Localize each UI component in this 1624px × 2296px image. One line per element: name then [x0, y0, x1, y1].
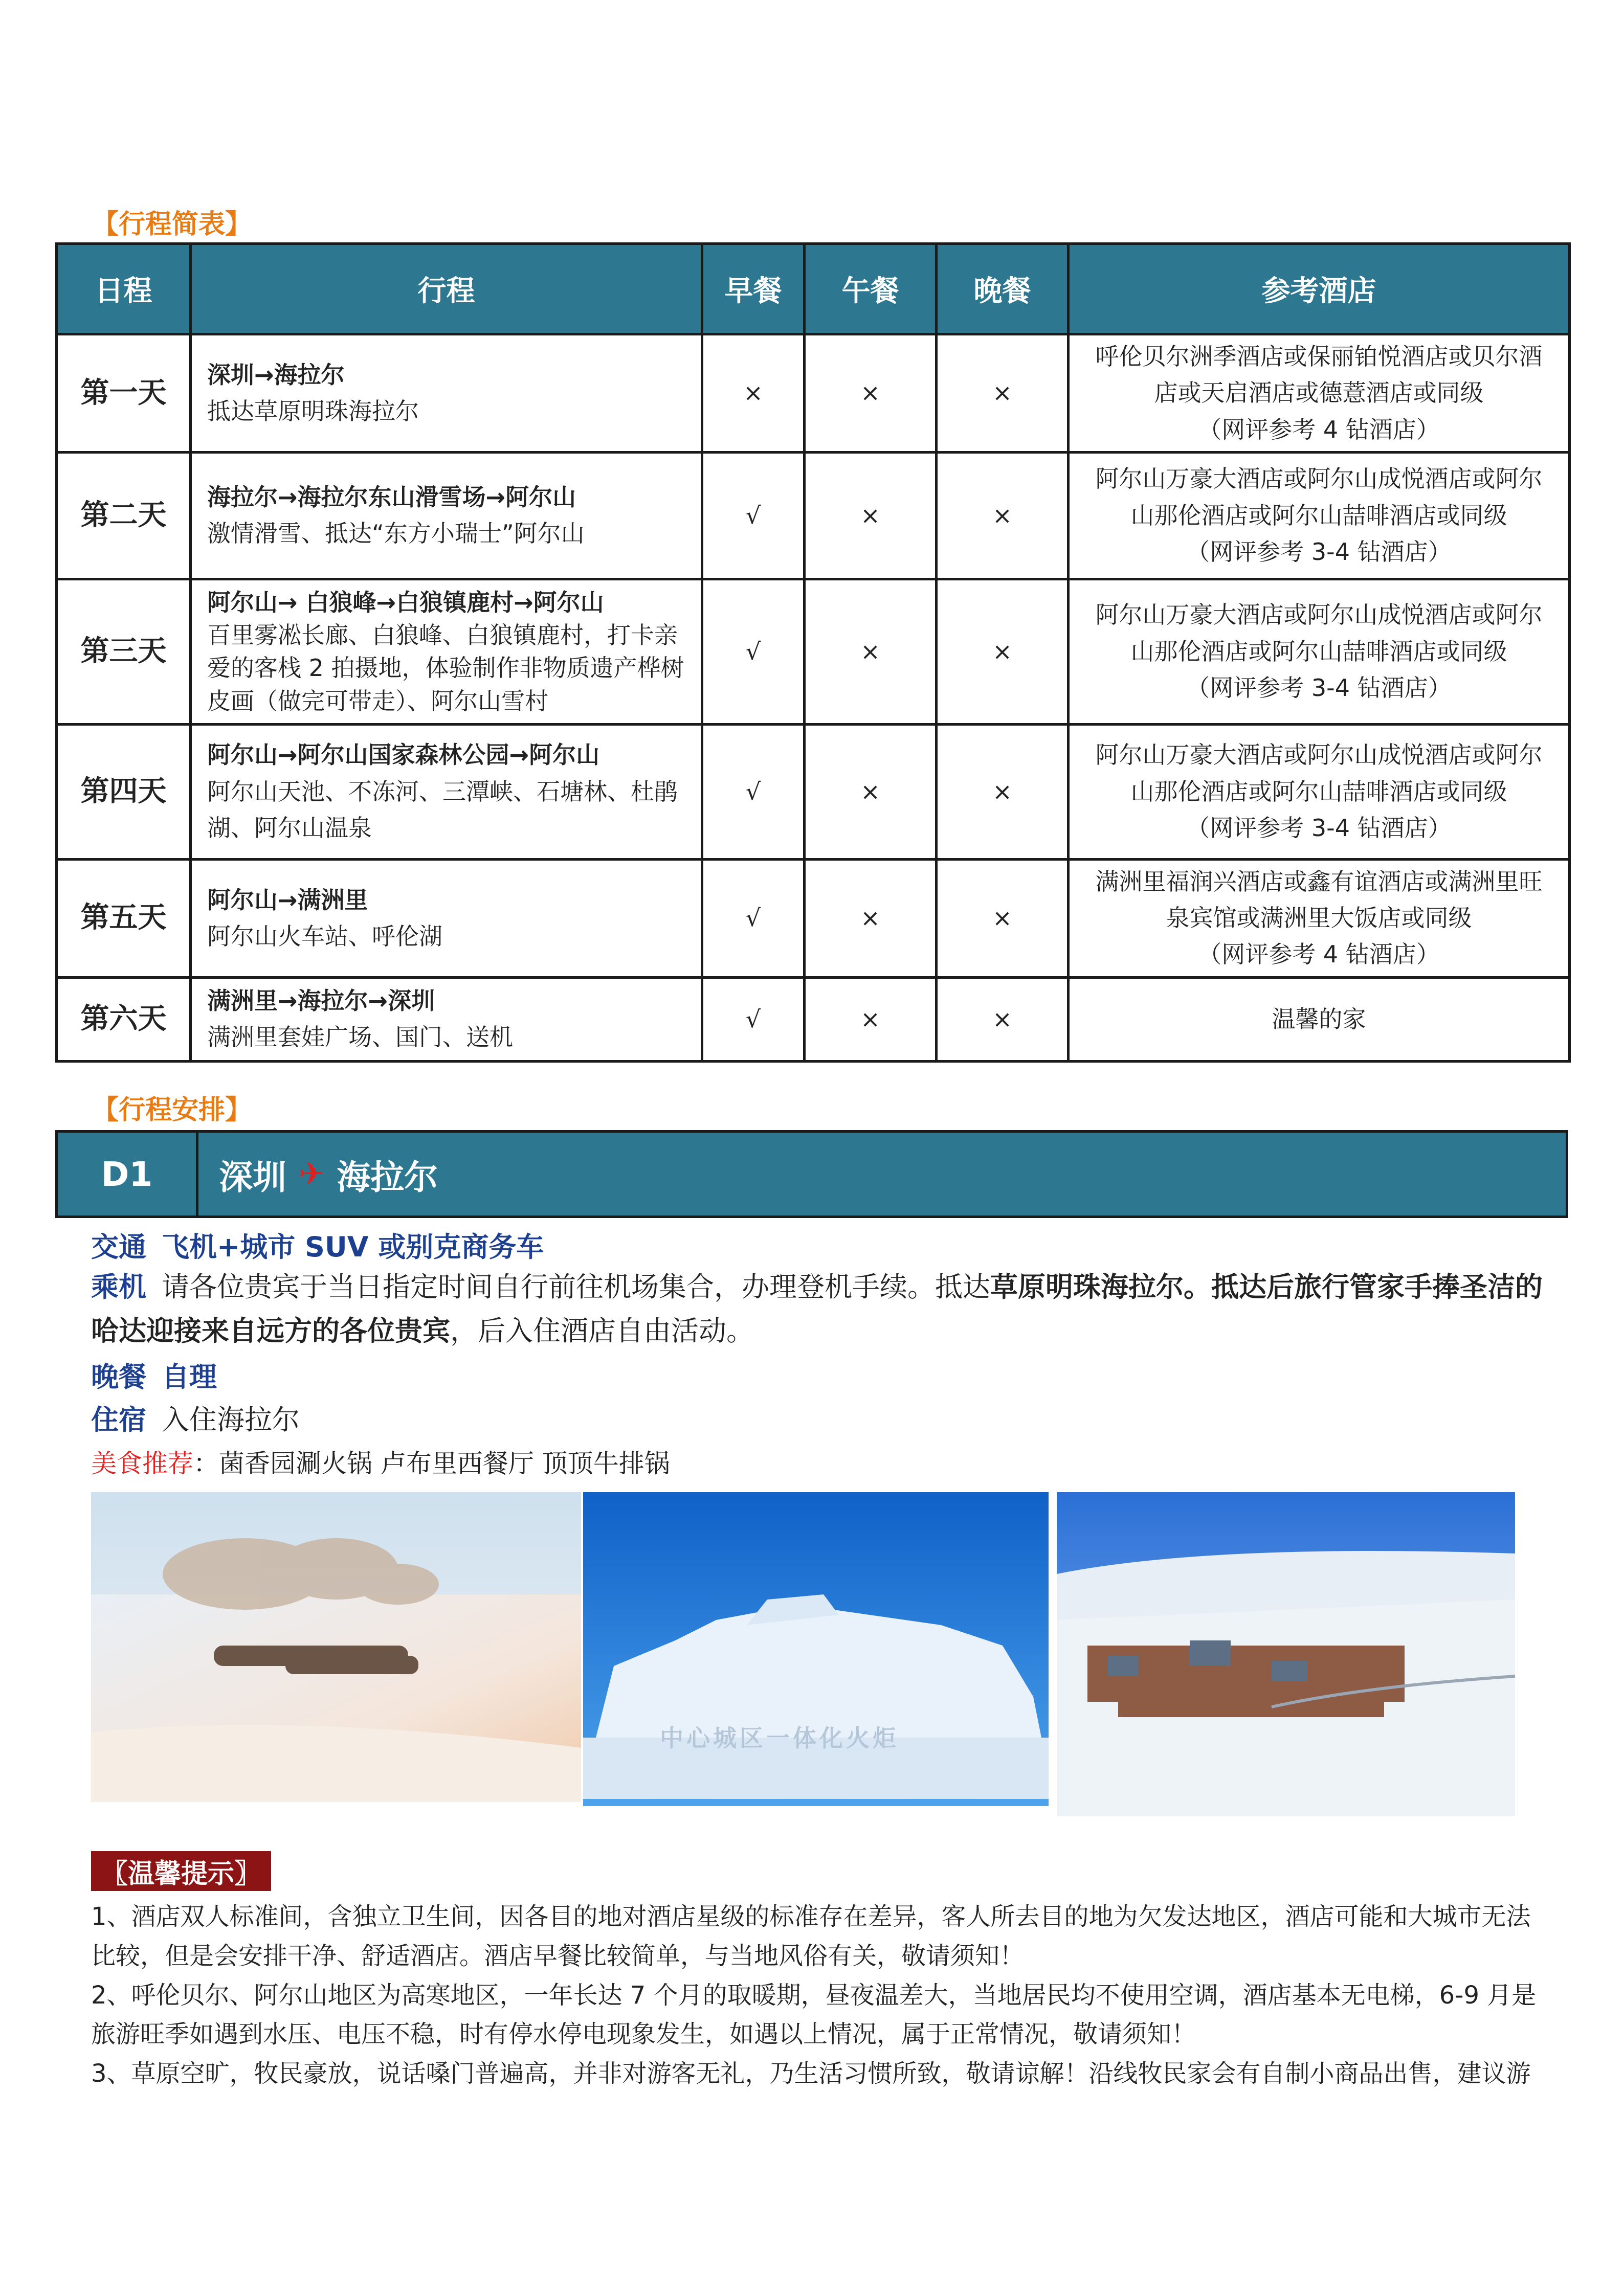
boarding-text-bold: 草原明珠海拉尔。抵达后旅行管家手捧圣洁的哈达迎接来自远方的各位贵宾 [91, 1271, 1543, 1347]
lunch-cell: × [805, 334, 937, 453]
hotel-line: 阿尔山万豪大酒店或阿尔山成悦酒店或阿尔 [1095, 601, 1543, 629]
dinner-cell: × [937, 579, 1069, 724]
breakfast-cell: √ [702, 452, 805, 579]
route-title: 阿尔山→满洲里 [207, 886, 368, 914]
route-title: 满洲里→海拉尔→深圳 [207, 986, 435, 1015]
dinner-cell: × [937, 977, 1069, 1061]
route-desc: 满洲里套娃广场、国门、送机 [207, 1023, 513, 1051]
header-lunch: 午餐 [805, 244, 937, 334]
header-route: 行程 [191, 244, 702, 334]
photo-snow-sculpture [583, 1492, 1049, 1806]
day-header-bar [55, 1130, 1568, 1218]
day-cell: 第三天 [57, 579, 191, 724]
route-from: 深圳 [219, 1157, 286, 1197]
day-cell: 第一天 [57, 334, 191, 453]
summary-section-title: 【行程简表】 [92, 209, 252, 240]
header-day: 日程 [57, 244, 191, 334]
tip-item: 1、酒店双人标准间，含独立卫生间，因各目的地对酒店星级的标准存在差异，客人所去目的地为欠发达地区，酒店可能和大城市无法比较，但是会安排干净、舒适酒店。酒店早餐比较简单，与当地风俗有关，敬请须知！ [91, 1902, 1531, 1970]
header-breakfast: 早餐 [702, 244, 805, 334]
table-header-row [57, 244, 1570, 334]
header-hotel: 参考酒店 [1069, 244, 1570, 334]
table-row [57, 334, 1570, 453]
dinner-cell: × [937, 452, 1069, 579]
hotel-line: （网评参考 3-4 钻酒店） [1186, 674, 1452, 702]
table-row [57, 859, 1570, 977]
hotel-line: （网评参考 4 钻酒店） [1198, 415, 1440, 443]
transport-line [91, 1225, 1554, 1269]
hotel-line: 满洲里福润兴酒店或鑫有谊酒店或满洲里旺 [1095, 867, 1543, 895]
lunch-cell: × [805, 859, 937, 977]
hotel-line: 山那伦酒店或阿尔山喆啡酒店或同级 [1130, 637, 1507, 665]
photo-snow-town [1057, 1492, 1515, 1816]
boarding-label: 乘机 [91, 1271, 146, 1303]
tips-title: 〖温馨提示〗 [91, 1851, 271, 1891]
hotel-cell [1069, 579, 1570, 724]
boarding-text-1: 请各位贵宾于当日指定时间自行前往机场集合，办理登机手续。抵达 [162, 1271, 990, 1303]
tip-item: 2、呼伦贝尔、阿尔山地区为高寒地区，一年长达 7 个月的取暖期，昼夜温差大，当地居民均不使用空调，酒店基本无电梯，6-9 月是旅游旺季如遇到水压、电压不稳，时有停水停电现象发生，如遇以上情况，属于正常情况，敬请须知！ [91, 1980, 1537, 2049]
day-cell: 第二天 [57, 452, 191, 579]
table-row [57, 579, 1570, 724]
breakfast-cell: √ [702, 977, 805, 1061]
hotel-line: （网评参考 4 钻酒店） [1198, 940, 1440, 969]
day-cell: 第六天 [57, 977, 191, 1061]
stay-value: 入住海拉尔 [162, 1404, 300, 1436]
route-cell [191, 977, 702, 1061]
route-cell [191, 579, 702, 724]
hotel-line: （网评参考 3-4 钻酒店） [1186, 814, 1452, 842]
route-desc: 抵达草原明珠海拉尔 [207, 397, 419, 425]
day-cell: 第五天 [57, 859, 191, 977]
photo-deer-on-snow [91, 1492, 581, 1802]
hotel-line: 山那伦酒店或阿尔山喆啡酒店或同级 [1130, 777, 1507, 805]
table-row [57, 724, 1570, 859]
route-desc: 百里雾凇长廊、白狼峰、白狼镇鹿村，打卡亲爱的客栈 2 拍摄地，体验制作非物质遗产桦树皮画（做完可带走）、阿尔山雪村 [207, 621, 684, 715]
table-row [57, 977, 1570, 1061]
day-label: D1 [58, 1133, 198, 1215]
breakfast-cell: √ [702, 724, 805, 859]
route-desc: 阿尔山火车站、呼伦湖 [207, 922, 442, 950]
dinner-value: 自理 [162, 1361, 217, 1393]
itinerary-summary-table [55, 242, 1571, 1063]
arrangement-section-title: 【行程安排】 [92, 1095, 252, 1126]
plane-icon: ✈ [299, 1156, 325, 1192]
dinner-cell: × [937, 859, 1069, 977]
stay-label: 住宿 [91, 1404, 146, 1436]
dinner-line [91, 1355, 1554, 1399]
route-title: 阿尔山→ 白狼峰→白狼镇鹿村→阿尔山 [207, 588, 604, 616]
route-title: 深圳→海拉尔 [207, 361, 345, 389]
hotel-line: （网评参考 3-4 钻酒店） [1186, 538, 1452, 566]
food-label: 美食推荐 [91, 1449, 193, 1478]
route-to: 海拉尔 [337, 1157, 438, 1197]
hotel-cell [1069, 977, 1570, 1061]
food-recommend-line [91, 1443, 1554, 1484]
dinner-label: 晚餐 [91, 1361, 146, 1393]
breakfast-cell: √ [702, 859, 805, 977]
tip-item: 3、草原空旷，牧民豪放，说话嗓门普遍高，并非对游客无礼，乃生活习惯所致，敬请谅解！沿线牧民家会有自制小商品出售，建议游 [91, 2059, 1531, 2088]
hotel-line: 泉宾馆或满洲里大饭店或同级 [1166, 904, 1472, 932]
route-title: 海拉尔→海拉尔东山滑雪场→阿尔山 [207, 483, 576, 511]
lunch-cell: × [805, 724, 937, 859]
route-desc: 阿尔山天池、不冻河、三潭峡、石塘林、杜鹃湖、阿尔山温泉 [207, 777, 678, 842]
hotel-cell [1069, 452, 1570, 579]
boarding-text-2: ，后入住酒店自由活动。 [450, 1315, 754, 1347]
table-row [57, 452, 1570, 579]
dinner-cell: × [937, 724, 1069, 859]
hotel-line: 呼伦贝尔洲季酒店或保丽铂悦酒店或贝尔酒 [1095, 343, 1543, 370]
hotel-line: 山那伦酒店或阿尔山喆啡酒店或同级 [1130, 501, 1507, 529]
route-cell [191, 334, 702, 453]
header-dinner: 晚餐 [937, 244, 1069, 334]
boarding-paragraph [91, 1265, 1554, 1354]
hotel-line: 温馨的家 [1272, 1005, 1366, 1033]
stay-line [91, 1398, 1554, 1442]
transport-value: 飞机+城市 SUV 或别克商务车 [162, 1231, 544, 1263]
day-cell: 第四天 [57, 724, 191, 859]
hotel-cell [1069, 859, 1570, 977]
route-desc: 激情滑雪、抵达“东方小瑞士”阿尔山 [207, 520, 585, 548]
dinner-cell: × [937, 334, 1069, 453]
route-cell [191, 724, 702, 859]
hotel-line: 阿尔山万豪大酒店或阿尔山成悦酒店或阿尔 [1095, 741, 1543, 769]
sculpture-sign: 中心城区一体化火炬 [660, 1724, 899, 1752]
route-cell [191, 452, 702, 579]
lunch-cell: × [805, 977, 937, 1061]
hotel-line: 阿尔山万豪大酒店或阿尔山成悦酒店或阿尔 [1095, 465, 1543, 493]
transport-label: 交通 [91, 1231, 146, 1263]
tips-list [91, 1897, 1539, 2094]
day-route [198, 1150, 438, 1199]
hotel-line: 店或天启酒店或德薏酒店或同级 [1154, 379, 1484, 407]
hotel-cell [1069, 334, 1570, 453]
breakfast-cell: × [702, 334, 805, 453]
food-value: ：菌香园涮火锅 卢布里西餐厅 顶顶牛排锅 [193, 1449, 670, 1478]
lunch-cell: × [805, 579, 937, 724]
lunch-cell: × [805, 452, 937, 579]
route-title: 阿尔山→阿尔山国家森林公园→阿尔山 [207, 741, 600, 769]
hotel-cell [1069, 724, 1570, 859]
breakfast-cell: √ [702, 579, 805, 724]
route-cell [191, 859, 702, 977]
